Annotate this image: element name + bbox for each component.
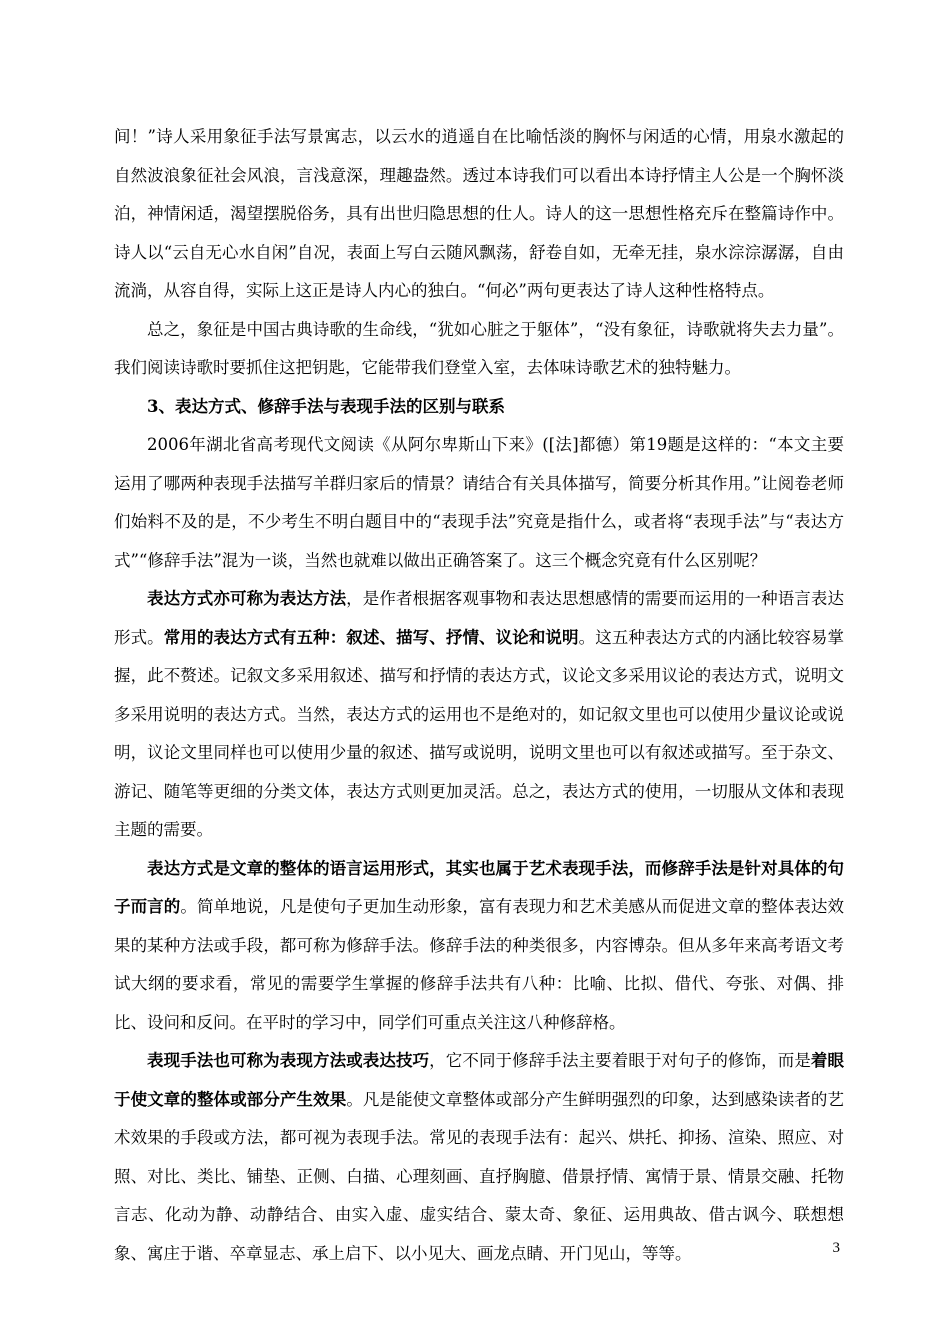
text-run: 。凡是能使文章整体或部分产生鲜明强烈的印象，达到感染读者的艺术效果的手段或方法，都可视为表现手法。常见的表现手法有：起兴、烘托、抑扬、渲染、照应、对照、对比、类比、铺垫、正侧、白描、心理刻画、直抒胸臆、借景抒情、寓情于景、情景交融、托物言志、化动为静、动静结合、由实入虚、虚实结合、蒙太奇、象征、运用典故、借古讽今、联想想象、寓庄于谐、卒章显志、承上启下、以小见大、画龙点睛、开门见山，等等。 bbox=[114, 1089, 845, 1263]
bold-phrase: 常用的表达方式有五种：叙述、描写、抒情、议论和说明 bbox=[163, 627, 579, 647]
paragraph-poem-analysis: 间！”诗人采用象征手法写景寓志，以云水的逍遥自在比喻恬淡的胸怀与闲适的心情，用泉水激起的自然波浪象征社会风浪，言浅意深，理趣盎然。透过本诗我们可以看出本诗抒情主人公是一个胸怀淡泊，神情闲适，渴望摆脱俗务，具有出世归隐思想的仕人。诗人的这一思想性格充斥在整篇诗作中。诗人以“云自无心水自闲”自况，表面上写白云随风飘荡，舒卷自如，无牵无挂，泉水淙淙潺潺，自由流淌，从容自得，实际上这正是诗人内心的独白。“何必”两句更表达了诗人这种性格特点。 bbox=[114, 127, 844, 300]
bold-phrase: 表达方式亦可称为表达方法 bbox=[147, 589, 347, 608]
text-run: 。简单地说，凡是使句子更加生动形象，富有表现力和艺术美感从而促进文章的整体表达效果的某种方法或手段，都可称为修辞手法。修辞手法的种类很多，内容博杂。但从多年来高考语文考试大纲的要求看，常见的需要学生掌握的修辞手法共有八种：比喻、比拟、借代、夸张、对偶、排比、设问和反问。在平时的学习中，同学们可重点关注这八种修辞格。 bbox=[114, 897, 845, 1032]
bold-phrase: 表达方式是文章的整体的语言运用形式，其实也属于艺术表现手法，而修辞手法是针对具体的句子而言的 bbox=[114, 858, 844, 916]
text-run: ，它不同于修辞手法主要着眼于对句子的修饰，而是 bbox=[429, 1051, 811, 1070]
paragraph-symbolism-summary: 总之，象征是中国古典诗歌的生命线，“犹如心脏之于躯体”，“没有象征，诗歌就将失去力量”。我们阅读诗歌时要抓住这把钥匙，它能带我们登堂入室，去体味诗歌艺术的独特魅力。 bbox=[114, 319, 844, 377]
paragraph-expression-modes bbox=[114, 580, 844, 850]
text-run: 。这五种表达方式的内涵比较容易掌握，此不赘述。记叙文多采用叙述、描写和抒情的表达方式，议论文多采用议论的表达方式，说明文多采用说明的表达方式。当然，表达方式的运用也不是绝对的，如记叙文里也可以使用少量议论或说明，议论文里同样也可以使用少量的叙述、描写或说明，说明文里也可以有叙述或描写。至于杂文、游记、随笔等更细的分类文体，表达方式则更加灵活。总之，表达方式的使用，一切服从文体和表现主题的需要。 bbox=[114, 627, 845, 839]
paragraph-rhetoric-devices bbox=[114, 850, 844, 1043]
bold-phrase: 着眼于使文章的整体或部分产生效果 bbox=[114, 1051, 845, 1109]
body-text bbox=[114, 118, 844, 1273]
paragraph-expressive-techniques bbox=[114, 1042, 844, 1273]
section-heading: 3、表达方式、修辞手法与表现手法的区别与联系 bbox=[147, 396, 505, 416]
page-number: 3 bbox=[832, 1240, 840, 1256]
paragraph-exam-question: 2006年湖北省高考现代文阅读《从阿尔卑斯山下来》([法]都德）第19题是这样的：“本文主要运用了哪两种表现手法描写羊群归家后的情景？请结合有关具体描写，简要分析其作用。”让阅卷老师们始料不及的是，不少考生不明白题目中的“表现手法”究竟是指什么，或者将“表现手法”与“表达方式”“修辞手法”混为一谈，当然也就难以做出正确答案了。这三个概念究竟有什么区别呢？ bbox=[114, 435, 844, 570]
bold-phrase: 表现手法也可称为表现方法或表达技巧 bbox=[147, 1051, 430, 1070]
text-run: ，是作者根据客观事物和表达思想感情的需要而运用的一种语言表达形式。 bbox=[114, 589, 845, 647]
